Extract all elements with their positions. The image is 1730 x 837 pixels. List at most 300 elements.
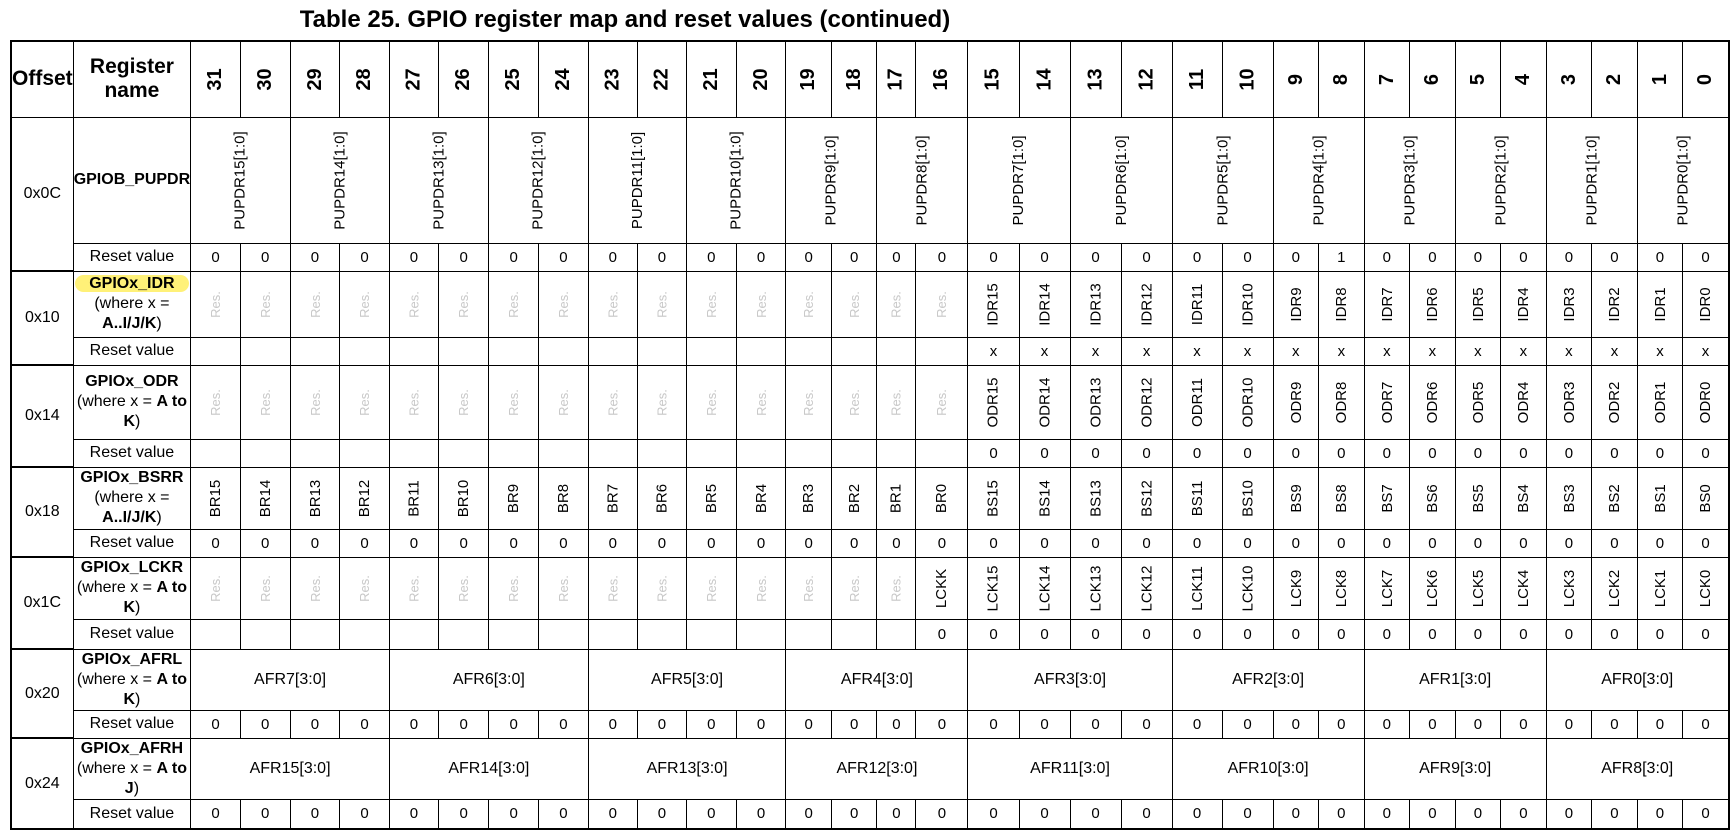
bit-field <box>686 117 785 243</box>
reset-bit-value <box>240 619 290 649</box>
reset-bit-value: 0 <box>1455 243 1501 271</box>
reserved-bit-field <box>191 271 241 337</box>
field-label: Res. <box>703 388 719 416</box>
bit-field <box>1121 467 1172 529</box>
reset-bit-value: 0 <box>1273 799 1319 829</box>
field-label: IDR6 <box>1423 286 1441 322</box>
register-offset: 0x1C <box>11 557 73 649</box>
reset-bit-value: 0 <box>786 243 832 271</box>
field-label: IDR7 <box>1378 286 1396 322</box>
field-label: Res. <box>257 574 273 602</box>
reset-bit-value: 0 <box>1070 243 1121 271</box>
bit-field <box>1592 557 1638 619</box>
reset-bit-value <box>290 337 340 365</box>
reset-bit-value: 0 <box>1273 529 1319 557</box>
field-label: PUPDR15[1:0] <box>231 130 249 230</box>
reserved-bit-field <box>489 271 539 337</box>
reset-bit-value <box>290 619 340 649</box>
reserved-bit-field <box>489 557 539 619</box>
reset-bit-value: 0 <box>916 619 968 649</box>
where-prefix: (where x = <box>76 579 157 596</box>
reset-bit-value: 0 <box>736 529 786 557</box>
reset-bit-value <box>588 439 637 467</box>
reset-bit-value: 0 <box>786 529 832 557</box>
bit-field: AFR13[3:0] <box>588 738 786 799</box>
reset-bit-value: 0 <box>1501 710 1547 738</box>
reset-bit-value: 0 <box>1455 619 1501 649</box>
field-label: Res. <box>406 574 422 602</box>
reset-bit-value: 0 <box>191 799 241 829</box>
field-label: LCK1 <box>1651 569 1669 607</box>
reserved-bit-field <box>831 271 877 337</box>
bit-number-label: 12 <box>1135 68 1158 91</box>
field-label: Res. <box>888 290 904 318</box>
reset-bit-value: 0 <box>1410 710 1456 738</box>
reserved-bit-field <box>290 365 340 439</box>
reserved-bit-field <box>438 365 488 439</box>
where-suffix: ) <box>156 509 162 526</box>
reset-bit-value: x <box>1455 337 1501 365</box>
bit-field: AFR4[3:0] <box>786 649 968 710</box>
bit-number-header <box>637 41 686 117</box>
bit-field <box>1455 271 1501 337</box>
reset-bit-value: 0 <box>1501 799 1547 829</box>
where-value: A..I/J/K <box>102 509 157 526</box>
reset-value-row <box>11 710 1729 738</box>
where-suffix: ) <box>135 599 141 616</box>
where-value: A to J <box>124 759 187 797</box>
bit-number-label: 7 <box>1375 73 1398 85</box>
reserved-bit-field <box>240 271 290 337</box>
field-label: ODR4 <box>1514 381 1532 423</box>
reset-bit-value <box>831 439 877 467</box>
reset-bit-value <box>191 439 241 467</box>
reset-value-row <box>11 439 1729 467</box>
reset-bit-value: 0 <box>1222 619 1273 649</box>
reset-bit-value: 0 <box>1172 243 1222 271</box>
field-label: Res. <box>307 388 323 416</box>
bit-field <box>786 467 832 529</box>
register-name-cell <box>73 738 190 799</box>
reserved-bit-field <box>240 365 290 439</box>
reserved-bit-field <box>389 365 438 439</box>
bit-field <box>1273 117 1364 243</box>
register-field-row <box>11 271 1729 337</box>
bit-number-label: 6 <box>1420 73 1443 85</box>
bit-field <box>1273 557 1319 619</box>
register-name-cell <box>73 271 190 337</box>
where-value: A to K <box>123 393 187 430</box>
bit-field <box>1019 467 1070 529</box>
bit-number-header <box>290 41 340 117</box>
bit-number-header <box>438 41 488 117</box>
reset-bit-value: 0 <box>916 243 968 271</box>
field-label: LCK8 <box>1332 569 1350 607</box>
reset-bit-value: 0 <box>968 799 1019 829</box>
reset-bit-value: 0 <box>637 710 686 738</box>
bit-number-header <box>588 41 637 117</box>
reset-bit-value <box>637 619 686 649</box>
reset-bit-value: 0 <box>1319 439 1365 467</box>
field-label: ODR11 <box>1188 377 1206 427</box>
reset-bit-value: 0 <box>916 799 968 829</box>
reset-bit-value <box>191 619 241 649</box>
field-label: IDR8 <box>1332 286 1350 322</box>
register-where-note <box>74 294 190 334</box>
field-label: Res. <box>555 290 571 318</box>
reset-bit-value: 0 <box>1364 710 1410 738</box>
bit-number-label: 20 <box>749 68 772 91</box>
field-label: Res. <box>801 290 817 318</box>
header-row <box>11 41 1729 117</box>
field-label: LCK4 <box>1514 569 1532 607</box>
bit-number-header <box>1592 41 1638 117</box>
reset-bit-value: 0 <box>1501 529 1547 557</box>
reserved-bit-field <box>588 365 637 439</box>
register-name-cell <box>73 649 190 710</box>
reset-bit-value: 0 <box>588 799 637 829</box>
reset-bit-value: 0 <box>1410 439 1456 467</box>
reset-bit-value: 0 <box>1364 439 1410 467</box>
bit-field <box>340 467 390 529</box>
reset-bit-value: x <box>1637 337 1683 365</box>
field-label: BR4 <box>752 483 770 513</box>
register-field-row <box>11 738 1729 799</box>
bit-number-header <box>1121 41 1172 117</box>
bit-field <box>1683 365 1729 439</box>
field-label: BR10 <box>455 479 473 517</box>
reset-value-label: Reset value <box>73 710 190 738</box>
reset-bit-value: x <box>1172 337 1222 365</box>
field-label: Res. <box>654 574 670 602</box>
reset-bit-value <box>539 619 589 649</box>
reset-bit-value: x <box>1273 337 1319 365</box>
reset-bit-value: 0 <box>968 710 1019 738</box>
bit-field <box>1683 271 1729 337</box>
bit-number-header <box>686 41 736 117</box>
bit-field: AFR3[3:0] <box>968 649 1172 710</box>
field-label: PUPDR9[1:0] <box>822 134 840 226</box>
bit-number-label: 23 <box>601 68 624 91</box>
reset-bit-value: 0 <box>240 710 290 738</box>
reset-bit-value <box>786 337 832 365</box>
reserved-bit-field <box>736 271 786 337</box>
bit-field <box>877 117 968 243</box>
bit-number-label: 29 <box>303 68 326 91</box>
reset-bit-value: 0 <box>1222 243 1273 271</box>
reset-bit-value <box>686 439 736 467</box>
reset-bit-value: x <box>1019 337 1070 365</box>
bit-number-label: 5 <box>1466 73 1489 85</box>
reset-bit-value <box>438 439 488 467</box>
field-label: Res. <box>506 388 522 416</box>
reset-bit-value: 0 <box>588 710 637 738</box>
bit-field: AFR12[3:0] <box>786 738 968 799</box>
field-label: Res. <box>307 290 323 318</box>
field-label: PUPDR13[1:0] <box>430 130 448 230</box>
reset-bit-value <box>340 439 390 467</box>
reserved-bit-field <box>686 271 736 337</box>
bit-number-header <box>539 41 589 117</box>
bit-field <box>1455 557 1501 619</box>
field-label: ODR2 <box>1605 381 1623 423</box>
bit-field <box>1455 467 1501 529</box>
field-label: Res. <box>406 388 422 416</box>
bit-field <box>1637 117 1729 243</box>
reserved-bit-field <box>786 365 832 439</box>
field-label: ODR5 <box>1469 381 1487 423</box>
field-label: PUPDR6[1:0] <box>1112 134 1130 226</box>
reserved-bit-field <box>686 557 736 619</box>
field-label: PUPDR5[1:0] <box>1214 134 1232 226</box>
reset-bit-value: 0 <box>489 243 539 271</box>
reset-bit-value: 0 <box>686 799 736 829</box>
reset-bit-value: 0 <box>1273 439 1319 467</box>
reserved-bit-field <box>489 365 539 439</box>
register-field-row <box>11 365 1729 439</box>
where-prefix: (where x = <box>76 393 157 410</box>
reset-bit-value: 0 <box>1121 799 1172 829</box>
reserved-bit-field <box>191 365 241 439</box>
reset-bit-value: x <box>1546 337 1592 365</box>
reset-bit-value: x <box>1592 337 1638 365</box>
reset-bit-value <box>637 337 686 365</box>
where-suffix: ) <box>135 690 141 708</box>
reset-bit-value: 0 <box>290 243 340 271</box>
field-label: Res. <box>555 388 571 416</box>
register-field-row <box>11 117 1729 243</box>
reset-bit-value <box>489 619 539 649</box>
bit-field <box>916 557 968 619</box>
reserved-bit-field <box>340 365 390 439</box>
reserved-bit-field <box>736 557 786 619</box>
reset-bit-value: 0 <box>1501 619 1547 649</box>
reset-bit-value: 0 <box>1070 799 1121 829</box>
reset-bit-value: 0 <box>1121 243 1172 271</box>
reset-bit-value: 0 <box>637 529 686 557</box>
reset-bit-value: 0 <box>1070 529 1121 557</box>
reset-bit-value <box>686 337 736 365</box>
reset-bit-value <box>389 337 438 365</box>
bit-field: AFR8[3:0] <box>1546 738 1729 799</box>
reset-bit-value <box>438 337 488 365</box>
field-label: LCK5 <box>1469 569 1487 607</box>
bit-field <box>968 467 1019 529</box>
reset-value-label: Reset value <box>73 439 190 467</box>
field-label: LCK10 <box>1239 565 1257 611</box>
reset-bit-value: 0 <box>1222 799 1273 829</box>
reset-value-label: Reset value <box>73 619 190 649</box>
reserved-bit-field <box>877 365 916 439</box>
field-label: PUPDR4[1:0] <box>1310 134 1328 226</box>
reset-bit-value: 0 <box>539 243 589 271</box>
bit-number-header <box>1455 41 1501 117</box>
reset-bit-value: 0 <box>786 799 832 829</box>
bit-field <box>1273 271 1319 337</box>
reset-bit-value: 0 <box>1410 799 1456 829</box>
field-label: IDR11 <box>1188 283 1206 325</box>
register-name-cell <box>73 467 190 529</box>
field-label: LCK15 <box>984 565 1002 611</box>
bit-field <box>389 467 438 529</box>
reset-bit-value <box>389 619 438 649</box>
bit-field <box>1172 365 1222 439</box>
reset-bit-value: 0 <box>1172 710 1222 738</box>
bit-field <box>1455 365 1501 439</box>
register-where-note <box>74 670 190 710</box>
field-label: PUPDR10[1:0] <box>727 130 745 230</box>
field-label: ODR10 <box>1239 376 1257 428</box>
field-label: ODR9 <box>1287 381 1305 423</box>
reset-bit-value: 0 <box>1319 619 1365 649</box>
reserved-bit-field <box>340 271 390 337</box>
reset-bit-value <box>438 619 488 649</box>
reset-bit-value <box>916 439 968 467</box>
reset-bit-value: 0 <box>1546 529 1592 557</box>
reset-bit-value: 0 <box>1410 619 1456 649</box>
field-label: PUPDR12[1:0] <box>530 130 548 230</box>
field-label: Res. <box>357 574 373 602</box>
reserved-bit-field <box>916 365 968 439</box>
bit-field <box>1121 365 1172 439</box>
field-label: Res. <box>506 574 522 602</box>
field-label: ODR8 <box>1332 381 1350 423</box>
reset-bit-value: 0 <box>1637 243 1683 271</box>
reset-bit-value: 0 <box>1546 439 1592 467</box>
reset-bit-value: 0 <box>786 710 832 738</box>
reset-bit-value: 0 <box>389 243 438 271</box>
field-label: Res. <box>257 388 273 416</box>
field-label: LCK7 <box>1378 569 1396 607</box>
bit-field <box>1410 365 1456 439</box>
field-label: PUPDR0[1:0] <box>1674 134 1692 226</box>
field-label: Res. <box>934 388 950 416</box>
reset-bit-value: 0 <box>1592 529 1638 557</box>
reset-bit-value: 0 <box>686 529 736 557</box>
field-label: BR9 <box>505 483 523 513</box>
reset-bit-value: 0 <box>1455 799 1501 829</box>
reset-bit-value: 0 <box>1273 619 1319 649</box>
register-name: GPIOB_PUPDR <box>73 171 191 188</box>
reset-bit-value: 0 <box>438 529 488 557</box>
field-label: LCK6 <box>1423 569 1441 607</box>
where-prefix: (where x = <box>94 295 170 312</box>
field-label: Res. <box>456 388 472 416</box>
bit-number-label: 3 <box>1557 73 1580 85</box>
bit-field <box>1364 117 1455 243</box>
reset-bit-value: 0 <box>1683 710 1729 738</box>
field-label: Res. <box>605 388 621 416</box>
register-name: GPIOx_IDR <box>75 275 188 292</box>
bit-field <box>877 467 916 529</box>
register-name: GPIOx_LCKR <box>80 559 184 576</box>
reset-bit-value: 0 <box>1019 710 1070 738</box>
register-name-cell <box>73 557 190 619</box>
reset-bit-value: 0 <box>1070 619 1121 649</box>
bit-field <box>588 117 686 243</box>
field-label: IDR9 <box>1287 286 1305 322</box>
field-label: Res. <box>406 290 422 318</box>
bit-field <box>1273 365 1319 439</box>
bit-number-header <box>916 41 968 117</box>
reset-bit-value: 0 <box>588 529 637 557</box>
bit-field: AFR0[3:0] <box>1546 649 1729 710</box>
reset-bit-value: 0 <box>1019 439 1070 467</box>
where-value: A to K <box>123 579 187 616</box>
reset-bit-value <box>191 337 241 365</box>
field-label: BR2 <box>845 483 863 513</box>
reset-bit-value: 0 <box>438 710 488 738</box>
reset-bit-value: 0 <box>877 243 916 271</box>
bit-field <box>1222 467 1273 529</box>
field-label: Res. <box>307 574 323 602</box>
reset-bit-value: 0 <box>1121 710 1172 738</box>
reset-bit-value <box>831 337 877 365</box>
reserved-bit-field <box>191 557 241 619</box>
reset-bit-value: 0 <box>290 710 340 738</box>
reset-bit-value: 0 <box>1172 799 1222 829</box>
field-label: LCK13 <box>1087 565 1105 611</box>
field-label: BR15 <box>207 479 224 517</box>
field-label: ODR12 <box>1138 376 1156 428</box>
field-label: PUPDR8[1:0] <box>913 134 931 226</box>
reset-bit-value <box>877 337 916 365</box>
reset-bit-value: 0 <box>1172 529 1222 557</box>
reset-bit-value: 0 <box>1364 799 1410 829</box>
field-label: BS13 <box>1087 479 1105 517</box>
reset-bit-value: x <box>1222 337 1273 365</box>
field-label: LCK0 <box>1696 569 1714 607</box>
reset-bit-value: x <box>1501 337 1547 365</box>
reset-value-label: Reset value <box>73 337 190 365</box>
register-name-cell <box>73 117 190 243</box>
field-label: Res. <box>208 388 223 416</box>
where-prefix: (where x = <box>94 489 170 506</box>
field-label: BS4 <box>1514 483 1532 513</box>
table-title: Table 25. GPIO register map and reset values (continued) <box>299 6 951 33</box>
field-label: BS9 <box>1287 483 1305 513</box>
bit-field <box>1273 467 1319 529</box>
register-offset: 0x14 <box>11 365 73 467</box>
field-label: BR11 <box>405 479 423 517</box>
field-label: PUPDR1[1:0] <box>1583 134 1601 226</box>
register-where-note <box>74 578 190 618</box>
reset-bit-value: 0 <box>1070 439 1121 467</box>
register-field-row <box>11 467 1729 529</box>
reset-bit-value: 0 <box>1222 439 1273 467</box>
reset-bit-value: 0 <box>1319 710 1365 738</box>
reset-bit-value: x <box>968 337 1019 365</box>
field-label: Res. <box>654 290 670 318</box>
bit-number-label: 26 <box>452 68 475 91</box>
reset-bit-value: 0 <box>290 799 340 829</box>
reset-bit-value <box>736 337 786 365</box>
register-offset: 0x24 <box>11 738 73 829</box>
reserved-bit-field <box>588 271 637 337</box>
field-label: Res. <box>357 290 373 318</box>
reset-bit-value: 0 <box>916 529 968 557</box>
field-label: Res. <box>555 574 571 602</box>
field-label: Res. <box>654 388 670 416</box>
reset-bit-value: 0 <box>1546 799 1592 829</box>
field-label: Res. <box>934 290 950 318</box>
bit-number-header <box>831 41 877 117</box>
bit-field <box>1172 557 1222 619</box>
bit-field <box>736 467 786 529</box>
field-label: BS10 <box>1239 479 1257 517</box>
field-label: IDR15 <box>984 282 1002 326</box>
field-label: Res. <box>357 388 373 416</box>
